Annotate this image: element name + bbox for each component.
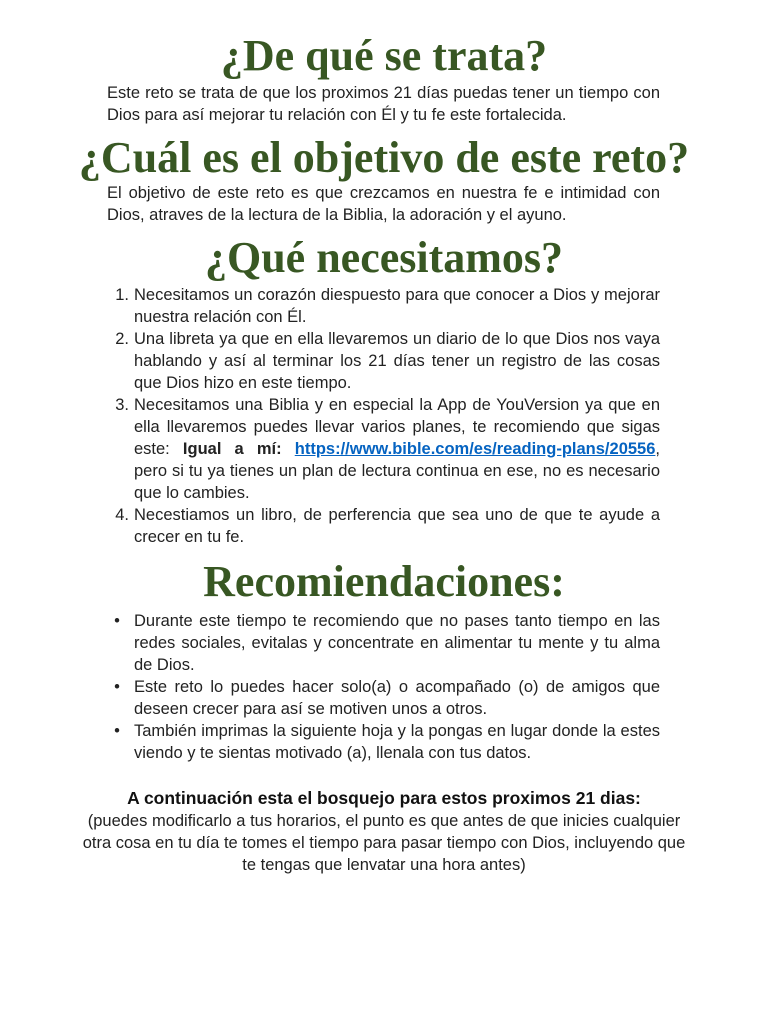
plan-colon: : bbox=[276, 440, 295, 458]
list-item bbox=[107, 284, 660, 328]
heading-objective: ¿Cuál es el objetivo de este reto? bbox=[78, 133, 690, 182]
heading-what-we-need: ¿Qué necesitamos? bbox=[204, 233, 564, 282]
heading-recommendations: Recomiendaciones: bbox=[203, 557, 565, 606]
list-item-text: Una libreta ya que en ella llevaremos un diario de lo que Dios nos vaya hablando y así al terminar los 21 días tener un registro de las cosas que Dios hizo en este tiempo. bbox=[134, 330, 660, 392]
bullet: • bbox=[114, 612, 120, 630]
list-item bbox=[107, 504, 660, 548]
objective-paragraph: El objetivo de este reto es que crezcamos en nuestra fe e intimidad con Dios, atraves de la lectura de la Biblia, la adoración y el ayuno. bbox=[107, 184, 660, 224]
needs-list bbox=[107, 284, 660, 548]
heading-what-is-it: ¿De qué se trata? bbox=[220, 31, 548, 80]
list-item-text: Durante este tiempo te recomiendo que no pases tanto tiempo en las redes sociales, evitalas y concentrate en alimentar tu mente y tu alma de Dios. bbox=[134, 612, 660, 674]
list-item-text: Necesitamos un corazón diespuesto para que conocer a Dios y mejorar nuestra relación con Él. bbox=[134, 286, 660, 326]
list-item-text-continued: , pero si tu ya tienes un plan de lectura continua en ese, no es necesario que lo cambies. bbox=[134, 440, 660, 502]
list-number: 2. bbox=[115, 330, 129, 348]
outline-note: (puedes modificarlo a tus horarios, el punto es que antes de que inicies cualquier otra cosa en tu día te tomes el tiempo para pasar tiempo con Dios, incluyendo que te tengas que lenvatar una hora antes) bbox=[82, 812, 686, 874]
plan-name: Igual a mí bbox=[182, 440, 277, 458]
list-item-text: También imprimas la siguiente hoja y la pongas en lugar donde la estes viendo y te sientas motivado (a), llenala con tus datos. bbox=[134, 722, 660, 762]
list-number: 3. bbox=[115, 396, 129, 414]
reading-plan-link[interactable]: https://www.bible.com/es/reading-plans/20556 bbox=[294, 440, 656, 458]
what-is-it-paragraph: Este reto se trata de que los proximos 21 días puedas tener un tiempo con Dios para así mejorar tu relación con Él y tu fe este fortalecida. bbox=[107, 84, 660, 124]
bullet: • bbox=[114, 722, 120, 740]
list-item bbox=[107, 394, 660, 504]
list-item bbox=[107, 720, 660, 764]
list-item bbox=[107, 328, 660, 394]
list-number: 1. bbox=[115, 286, 129, 304]
list-item-text: Necesitamos una Biblia y en especial la App de YouVersion ya que en ella llevaremos puedes llevar varios planes, te recomiendo que sigas este: bbox=[134, 396, 660, 458]
recommendations-list bbox=[107, 610, 660, 764]
list-item-text: Este reto lo puedes hacer solo(a) o acompañado (o) de amigos que deseen crecer para así se motiven unos a otros. bbox=[134, 678, 660, 718]
list-item bbox=[107, 610, 660, 676]
list-item bbox=[107, 676, 660, 720]
outline-title: A continuación esta el bosquejo para estos proximos 21 dias: bbox=[127, 788, 641, 808]
list-item-text: Necestiamos un libro, de perferencia que sea uno de que te ayude a crecer en tu fe. bbox=[134, 506, 660, 546]
bullet: • bbox=[114, 678, 120, 696]
list-number: 4. bbox=[115, 506, 129, 524]
